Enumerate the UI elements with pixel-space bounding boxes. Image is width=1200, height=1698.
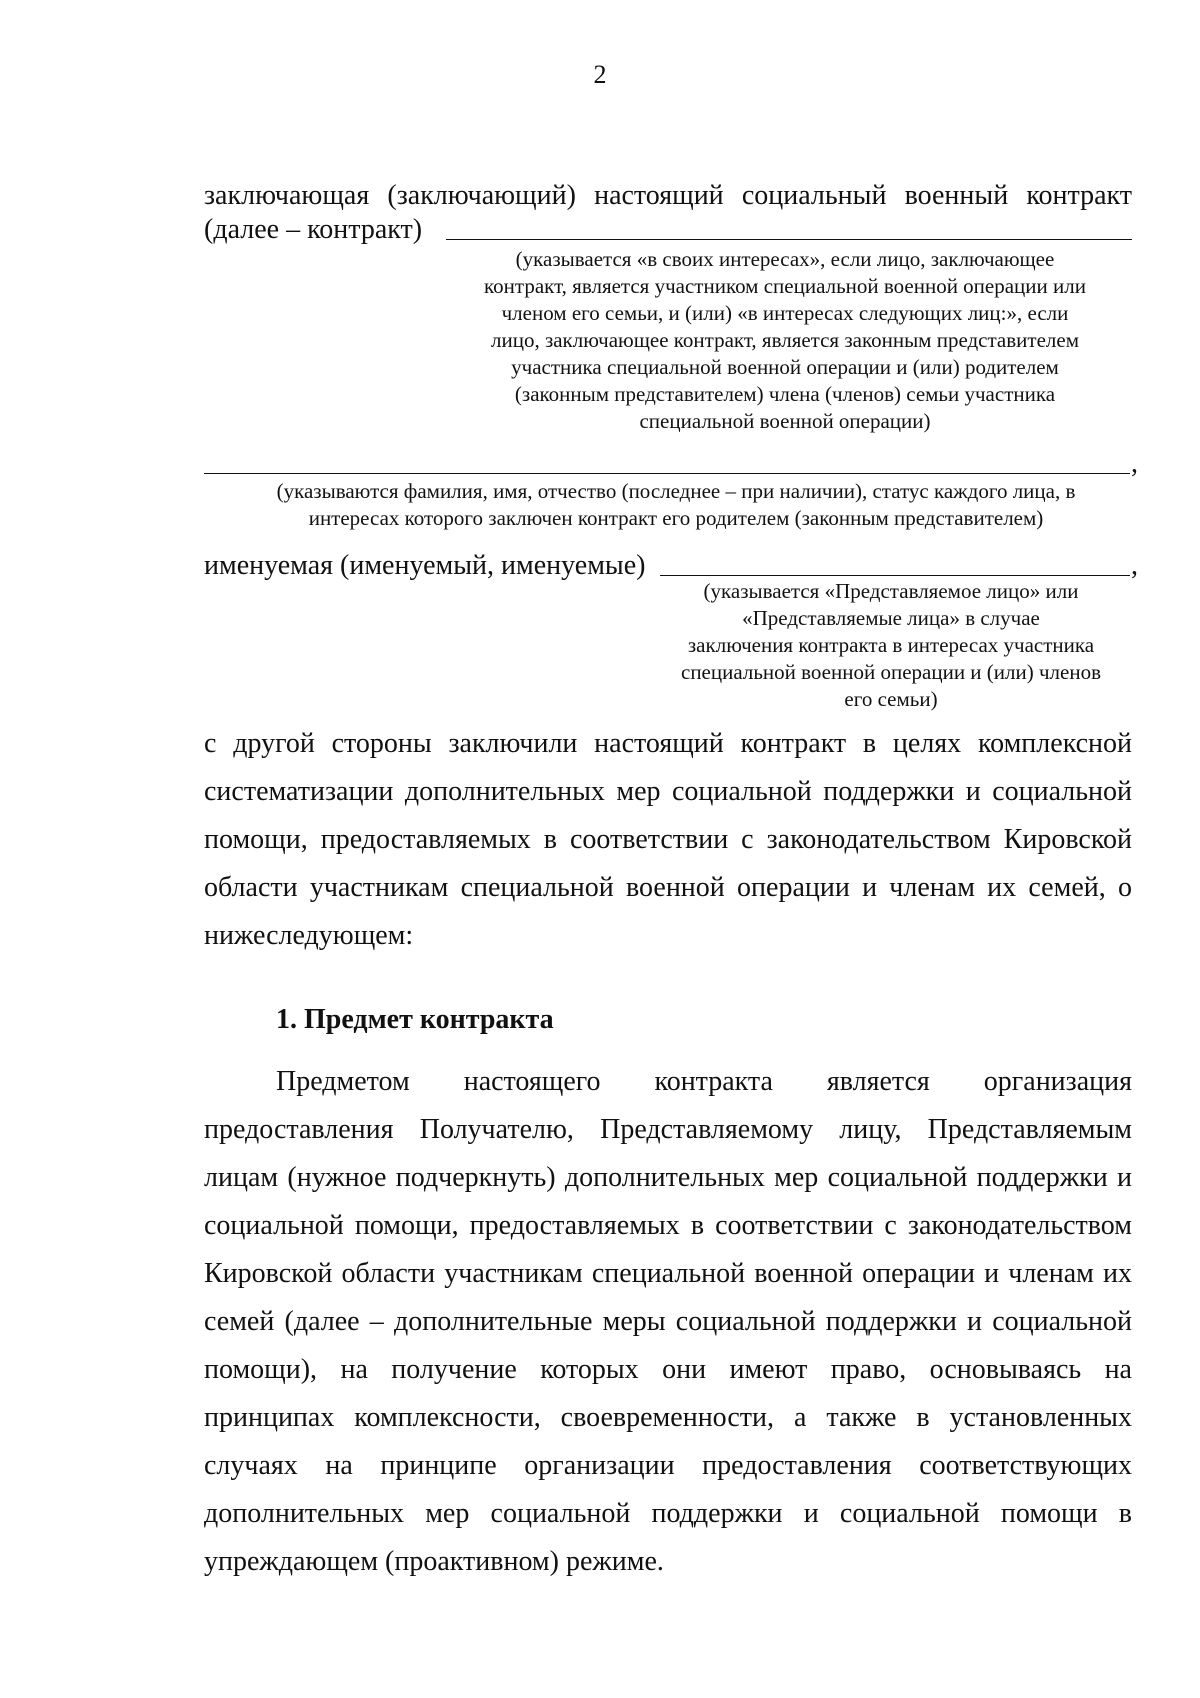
section-body-line: лицам (нужное подчеркнуть) дополнительных мер социальной поддержки и — [204, 1162, 1132, 1193]
note-3 — [650, 578, 1132, 713]
note-3-line: (указывается «Представляемое лицо» или — [703, 579, 1079, 603]
note-2-line: интересах которого заключен контракт его родителем (законным представителем) — [308, 506, 1044, 530]
comma: , — [1131, 448, 1138, 479]
paragraph-1-line: помощи, предоставляемых в соответствии с законодательством Кировской — [204, 824, 1132, 855]
paragraph-1-line: нижеследующем: — [204, 920, 414, 951]
note-3-line: заключения контракта в интересах участника — [687, 633, 1095, 657]
note-3-line: «Представляемые лица» в случае — [742, 606, 1040, 630]
section-body-line: социальной помощи, предоставляемых в соответствии с законодательством — [204, 1210, 1132, 1241]
blank-line-3[interactable] — [660, 575, 1130, 576]
note-2-line: (указываются фамилия, имя, отчество (последнее – при наличии), статус каждого лица, в — [276, 479, 1076, 503]
section-body-line: случаях на принципе организации предоставления соответствующих — [204, 1450, 1132, 1481]
comma: , — [1131, 550, 1138, 581]
note-1 — [430, 246, 1140, 435]
paragraph-1-line: с другой стороны заключили настоящий контракт в целях комплексной — [204, 728, 1132, 759]
blank-line-1[interactable] — [446, 239, 1132, 240]
section-body-line: упреждающем (проактивном) режиме. — [204, 1546, 664, 1577]
intro-line-2: (далее – контракт) — [204, 214, 423, 245]
note-3-line: специальной военной операции и (или) членов — [681, 660, 1101, 684]
paragraph-1 — [204, 720, 1132, 960]
note-2 — [204, 478, 1148, 532]
blank-line-2[interactable] — [204, 473, 1130, 474]
paragraph-1-line: области участникам специальной военной операции и членам их семей, о — [204, 872, 1132, 903]
section-heading: 1. Предмет контракта — [276, 1004, 554, 1035]
section-body-line: принципах комплексности, своевременности, а также в установленных — [204, 1402, 1132, 1433]
section-body — [204, 1058, 1132, 1586]
named-as-label: именуемая (именуемый, именуемые) — [204, 550, 646, 581]
section-body-line: дополнительных мер социальной поддержки и социальной помощи в — [204, 1498, 1132, 1529]
note-1-line: лицо, заключающее контракт, является законным представителем — [490, 328, 1079, 352]
note-1-line: (указывается «в своих интересах», если лицо, заключающее — [515, 247, 1055, 271]
note-1-line: контракт, является участником специальной военной операции или — [484, 274, 1086, 298]
section-body-line: семей (далее – дополнительные меры социальной поддержки и социальной — [204, 1306, 1132, 1337]
note-1-line: специальной военной операции) — [639, 409, 931, 433]
intro-line-1: заключающая (заключающий) настоящий социальный военный контракт — [204, 180, 1132, 211]
page-number: 2 — [593, 60, 607, 89]
section-body-line: предоставления Получателю, Представляемому лицу, Представляемым — [204, 1114, 1132, 1145]
note-1-line: (законным представителем) члена (членов) семьи участника — [514, 382, 1056, 406]
note-3-line: его семьи) — [844, 687, 938, 711]
paragraph-1-line: систематизации дополнительных мер социальной поддержки и социальной — [204, 776, 1132, 807]
note-1-line: членом его семьи, и (или) «в интересах следующих лиц:», если — [501, 301, 1069, 325]
section-body-line: Предметом настоящего контракта является организация — [276, 1066, 1132, 1097]
section-body-line: помощи), на получение которых они имеют право, основываясь на — [204, 1354, 1132, 1385]
note-1-line: участника специальной военной операции и (или) родителем — [511, 355, 1059, 379]
section-body-line: Кировской области участникам специальной военной операции и членам их — [204, 1258, 1132, 1289]
